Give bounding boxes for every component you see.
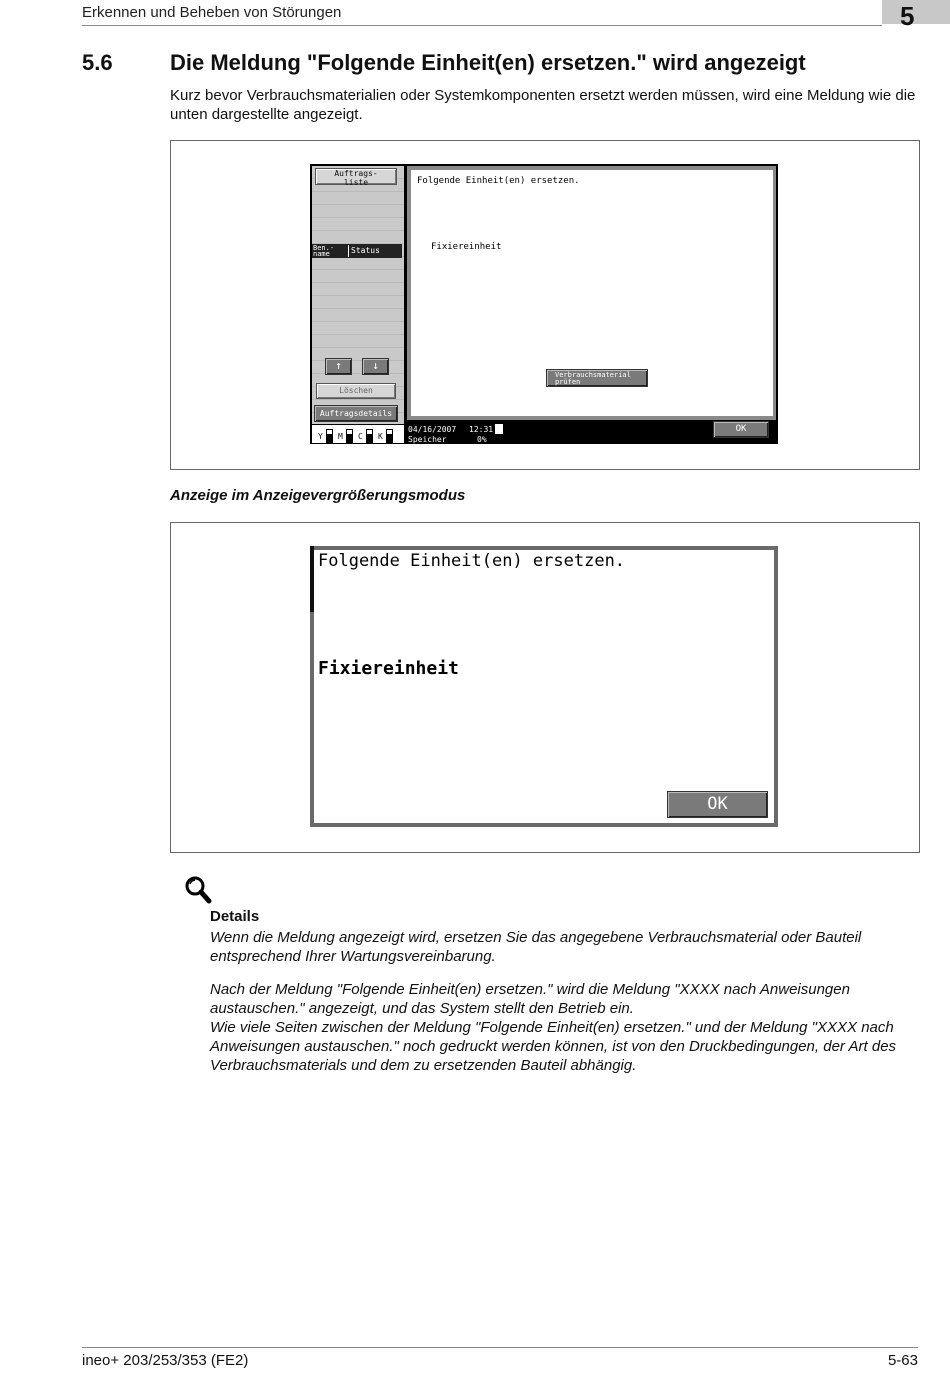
section-title: Die Meldung "Folgende Einheit(en) ersetzen." wird angezeigt (170, 50, 806, 75)
unit-name: Fixiereinheit (431, 242, 502, 252)
running-header: Erkennen und Beheben von Störungen (82, 4, 342, 21)
figure-caption: Anzeige im Anzeigevergrößerungsmodus (170, 487, 466, 504)
enlarged-unit-name: Fixiereinheit (318, 658, 459, 679)
details-title: Details (210, 908, 260, 925)
ok-button-enlarged[interactable]: OK (667, 791, 768, 818)
network-icon (494, 423, 504, 435)
memory-value: 0% (477, 435, 487, 444)
time-display: 12:31 (469, 425, 494, 434)
magnifier-icon (183, 874, 213, 909)
memory-label: Speicher (408, 435, 447, 444)
col-divider (348, 245, 349, 257)
toner-bar-k (386, 429, 393, 443)
enlarged-left-accent (310, 546, 314, 612)
chapter-tab (882, 0, 950, 24)
intro-paragraph: Kurz bevor Verbrauchsmaterialien oder Systemkomponenten ersetzt werden müssen, wird eine Meldung wie die unten dargestellte angezeigt. (170, 87, 916, 123)
ok-button-small[interactable]: OK (713, 421, 769, 438)
job-list-sidebar (312, 166, 404, 442)
toner-bar-y (326, 429, 333, 443)
delete-button[interactable]: Löschen (316, 383, 396, 399)
footer-model: ineo+ 203/253/353 (FE2) (82, 1352, 249, 1369)
toner-bar-c (366, 429, 373, 443)
col-status-header: Status (351, 246, 399, 257)
header-rule (82, 25, 882, 26)
check-consumables-button[interactable]: Verbrauchsmaterial prüfen (546, 369, 648, 387)
enlarged-message-panel (314, 550, 774, 823)
scroll-down-button[interactable]: ↓ (362, 358, 389, 375)
page-number: 5-63 (887, 1352, 918, 1369)
toner-indicator (312, 424, 404, 443)
toner-label-c: C (358, 432, 363, 441)
toner-label-m: M (338, 432, 343, 441)
date-display: 04/16/2007 (408, 425, 457, 434)
details-paragraph-1: Wenn die Meldung angezeigt wird, ersetzen Sie das angegebene Verbrauchsmaterial oder Bauteil entsprechend Ihrer Wartungsvereinbarung. (210, 929, 862, 965)
toner-label-k: K (378, 432, 383, 441)
enlarged-replace-message: Folgende Einheit(en) ersetzen. (318, 551, 626, 571)
section-number: 5.6 (82, 50, 113, 75)
footer-rule (82, 1347, 918, 1348)
col-name-header: Ben.- name (313, 245, 346, 257)
job-details-button[interactable]: Auftragsdetails (314, 405, 398, 422)
replace-message: Folgende Einheit(en) ersetzen. (417, 176, 580, 186)
toner-bar-m (346, 429, 353, 443)
chapter-number: 5 (900, 1, 915, 31)
details-paragraph-2: Nach der Meldung "Folgende Einheit(en) ersetzen." wird die Meldung "XXXX nach Anweisungen austauschen." angezeigt, und das System stellt den Betrieb ein. (210, 981, 850, 1017)
scroll-up-button[interactable]: ↑ (325, 358, 352, 375)
details-paragraph-3: Wie viele Seiten zwischen der Meldung "Folgende Einheit(en) ersetzen." und der Meldung "XXXX nach Anweisungen austauschen." noch gedruckt werden können, ist von den Druckbedingungen, der Art des Verbrauchsmaterials und dem zu ersetzenden Bauteil abhängig. (210, 1019, 897, 1074)
toner-label-y: Y (318, 432, 323, 441)
jobs-list-button[interactable]: Auftrags- liste (315, 168, 397, 185)
